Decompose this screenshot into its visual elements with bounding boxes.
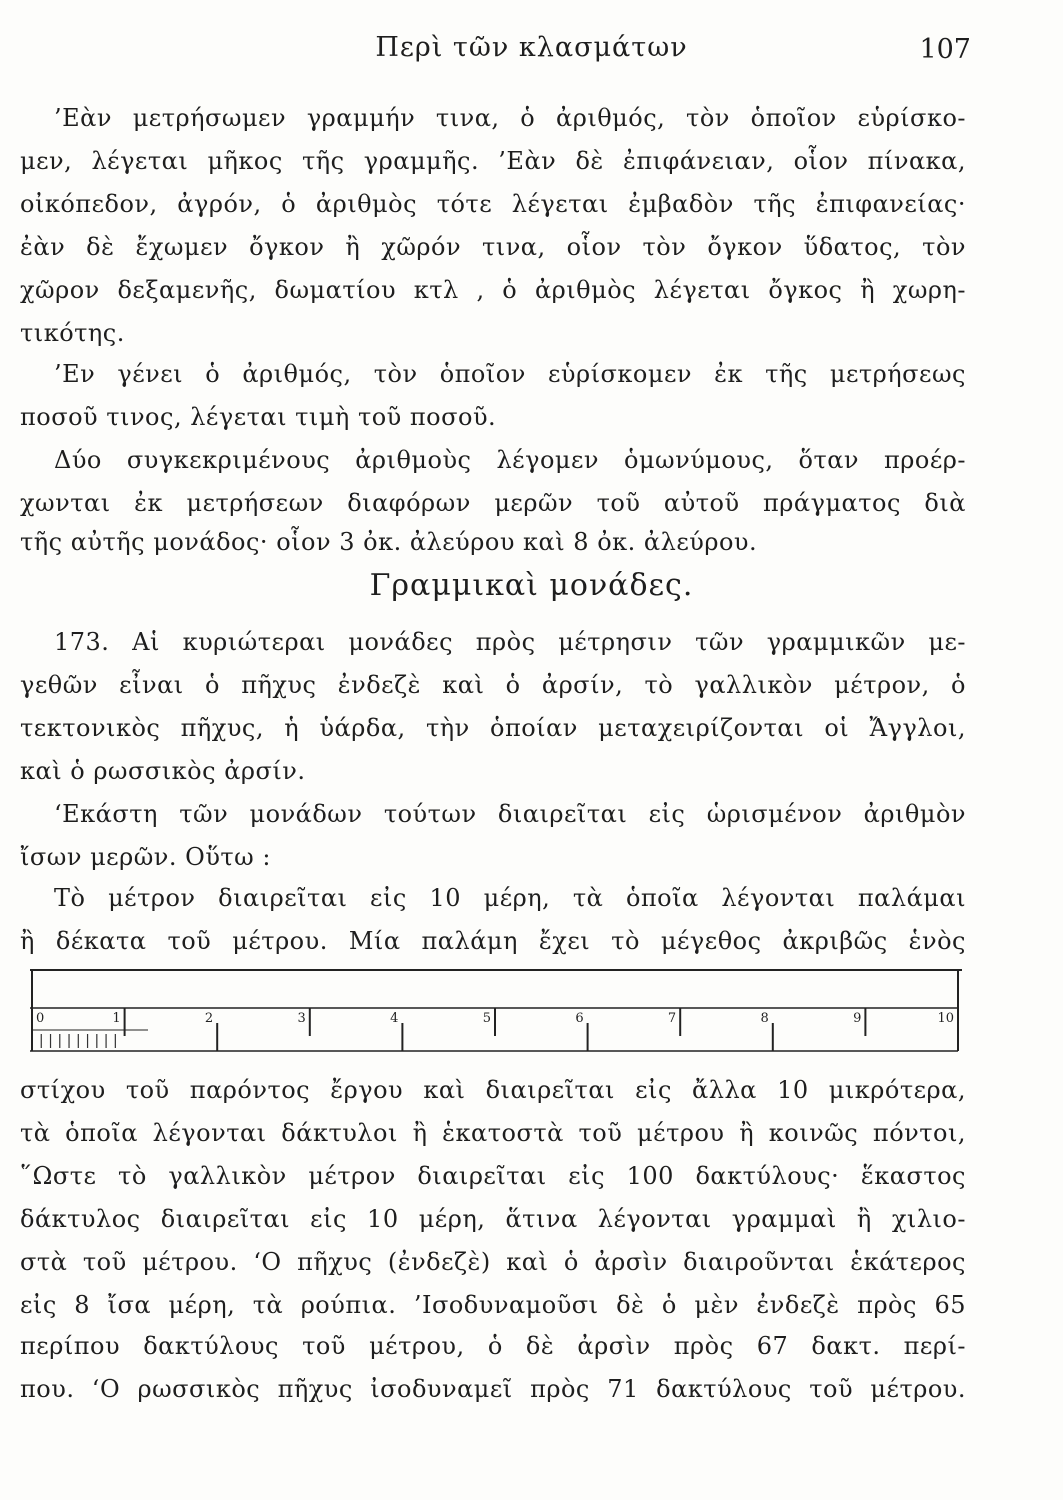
- running-title: Περὶ τῶν κλασμάτων: [375, 32, 688, 63]
- text-line: ἢ δέκατα τοῦ μέτρου. Μία παλάμη ἔχει τὸ μέγεθος ἀκριβῶς ἑνὸς: [20, 927, 966, 955]
- ruler-label: 7: [667, 1011, 677, 1026]
- text-line: μεν, λέγεται μῆκος τῆς γραμμῆς. ’Εὰν δὲ ἐπιφάνειαν, οἷον πίνακα,: [20, 147, 966, 175]
- text-line: ἐὰν δὲ ἔχωμεν ὄγκον ἢ χῶρόν τινα, οἷον τὸν ὄγκον ὕδατος, τὸν: [20, 233, 966, 261]
- ruler-label: 9: [853, 1011, 862, 1026]
- text-line: ἴσων μερῶν. Οὕτω :: [20, 843, 271, 871]
- ruler-label: 2: [204, 1011, 214, 1026]
- text-line: που. ‘Ο ρωσσικὸς πῆχυς ἰσοδυναμεῖ πρὸς 71 δακτύλους τοῦ μέτρου.: [20, 1375, 966, 1403]
- decimeter-ruler: [30, 968, 962, 1060]
- text-line: ’Εὰν μετρήσωμεν γραμμήν τινα, ὁ ἀριθμός, τὸν ὁποῖον εὑρίσκο-: [54, 104, 966, 132]
- paragraphs-measurement: [20, 104, 966, 556]
- text-line: Δύο συγκεκριμένους ἀριθμοὺς λέγομεν ὁμωνύμους, ὅταν προέρ-: [54, 446, 966, 474]
- text-line: ποσοῦ τινος, λέγεται τιμὴ τοῦ ποσοῦ.: [20, 403, 497, 431]
- text-line: 173. Αἱ κυριώτεραι μονάδες πρὸς μέτρησιν τῶν γραμμικῶν με-: [54, 628, 966, 656]
- ruler-label: 0: [36, 1011, 45, 1026]
- text-line: τικότης.: [20, 319, 125, 347]
- text-line: γεθῶν εἶναι ὁ πῆχυς ἐνδεζὲ καὶ ὁ ἀρσίν, τὸ γαλλικὸν μέτρον, ὁ: [20, 671, 966, 699]
- text-line: τεκτονικὸς πῆχυς, ἡ ὑάρδα, τὴν ὁποίαν μεταχειρίζονται οἱ Ἄγγλοι,: [20, 714, 966, 742]
- text-line: τῆς αὐτῆς μονάδος· οἷον 3 ὀκ. ἀλεύρου καὶ 8 ὀκ. ἀλεύρου.: [20, 528, 758, 556]
- ruler-label: 3: [297, 1011, 306, 1026]
- text-line: ’Εν γένει ὁ ἀριθμός, τὸν ὁποῖον εὑρίσκομεν ἐκ τῆς μετρήσεως: [54, 360, 966, 388]
- text-line: στίχου τοῦ παρόντος ἔργου καὶ διαιρεῖται εἰς ἄλλα 10 μικρότερα,: [20, 1076, 966, 1104]
- ruler-label: 10: [937, 1011, 954, 1026]
- ruler-label: 5: [482, 1011, 491, 1026]
- page-number: 107: [919, 34, 971, 65]
- text-line: οἰκόπεδον, ἀγρόν, ὁ ἀριθμὸς τότε λέγεται ἐμβαδὸν τῆς ἐπιφανείας·: [20, 190, 966, 218]
- text-line: Τὸ μέτρον διαιρεῖται εἰς 10 μέρη, τὰ ὁποῖα λέγονται παλάμαι: [54, 884, 966, 912]
- text-line: εἰς 8 ἴσα μέρη, τὰ ρούπια. ’Ισοδυναμοῦσι δὲ ὁ μὲν ἐνδεζὲ πρὸς 65: [20, 1291, 966, 1319]
- text-line: δάκτυλος διαιρεῖται εἰς 10 μέρη, ἅτινα λέγονται γραμμαὶ ἢ χιλιο-: [20, 1205, 966, 1233]
- text-line: ‘Εκάστη τῶν μονάδων τούτων διαιρεῖται εἰς ὡρισμένον ἀριθμὸν: [54, 800, 966, 828]
- text-line: τὰ ὁποῖα λέγονται δάκτυλοι ἢ ἑκατοστὰ τοῦ μέτρου ἢ κοινῶς πόντοι,: [20, 1119, 966, 1147]
- text-line: ῞Ωστε τὸ γαλλικὸν μέτρον διαιρεῖται εἰς 100 δακτύλους· ἕκαστος: [20, 1162, 966, 1190]
- ruler-label: 8: [760, 1011, 769, 1026]
- ruler-label: 4: [390, 1011, 399, 1026]
- text-line: περίπου δακτύλους τοῦ μέτρου, ὁ δὲ ἀρσὶν πρὸς 67 δακτ. περί-: [20, 1332, 966, 1360]
- text-line: χωνται ἐκ μετρήσεων διαφόρων μερῶν τοῦ αὐτοῦ πράγματος διὰ: [20, 489, 966, 517]
- text-line: καὶ ὁ ρωσσικὸς ἀρσίν.: [20, 757, 306, 785]
- text-line: χῶρον δεξαμενῆς, δωματίου κτλ , ὁ ἀριθμὸς λέγεται ὄγκος ἢ χωρη-: [20, 276, 966, 304]
- ruler-label: 1: [112, 1011, 121, 1026]
- paragraphs-subdivisions: [20, 1076, 966, 1416]
- section-heading: Γραμμικαὶ μονάδες.: [369, 568, 694, 603]
- paragraphs-linear-units: [20, 628, 966, 955]
- ruler-label: 6: [575, 1011, 584, 1026]
- text-line: στὰ τοῦ μέτρου. ‘Ο πῆχυς (ἐνδεζὲ) καὶ ὁ ἀρσὶν διαιροῦνται ἑκάτερος: [20, 1248, 966, 1276]
